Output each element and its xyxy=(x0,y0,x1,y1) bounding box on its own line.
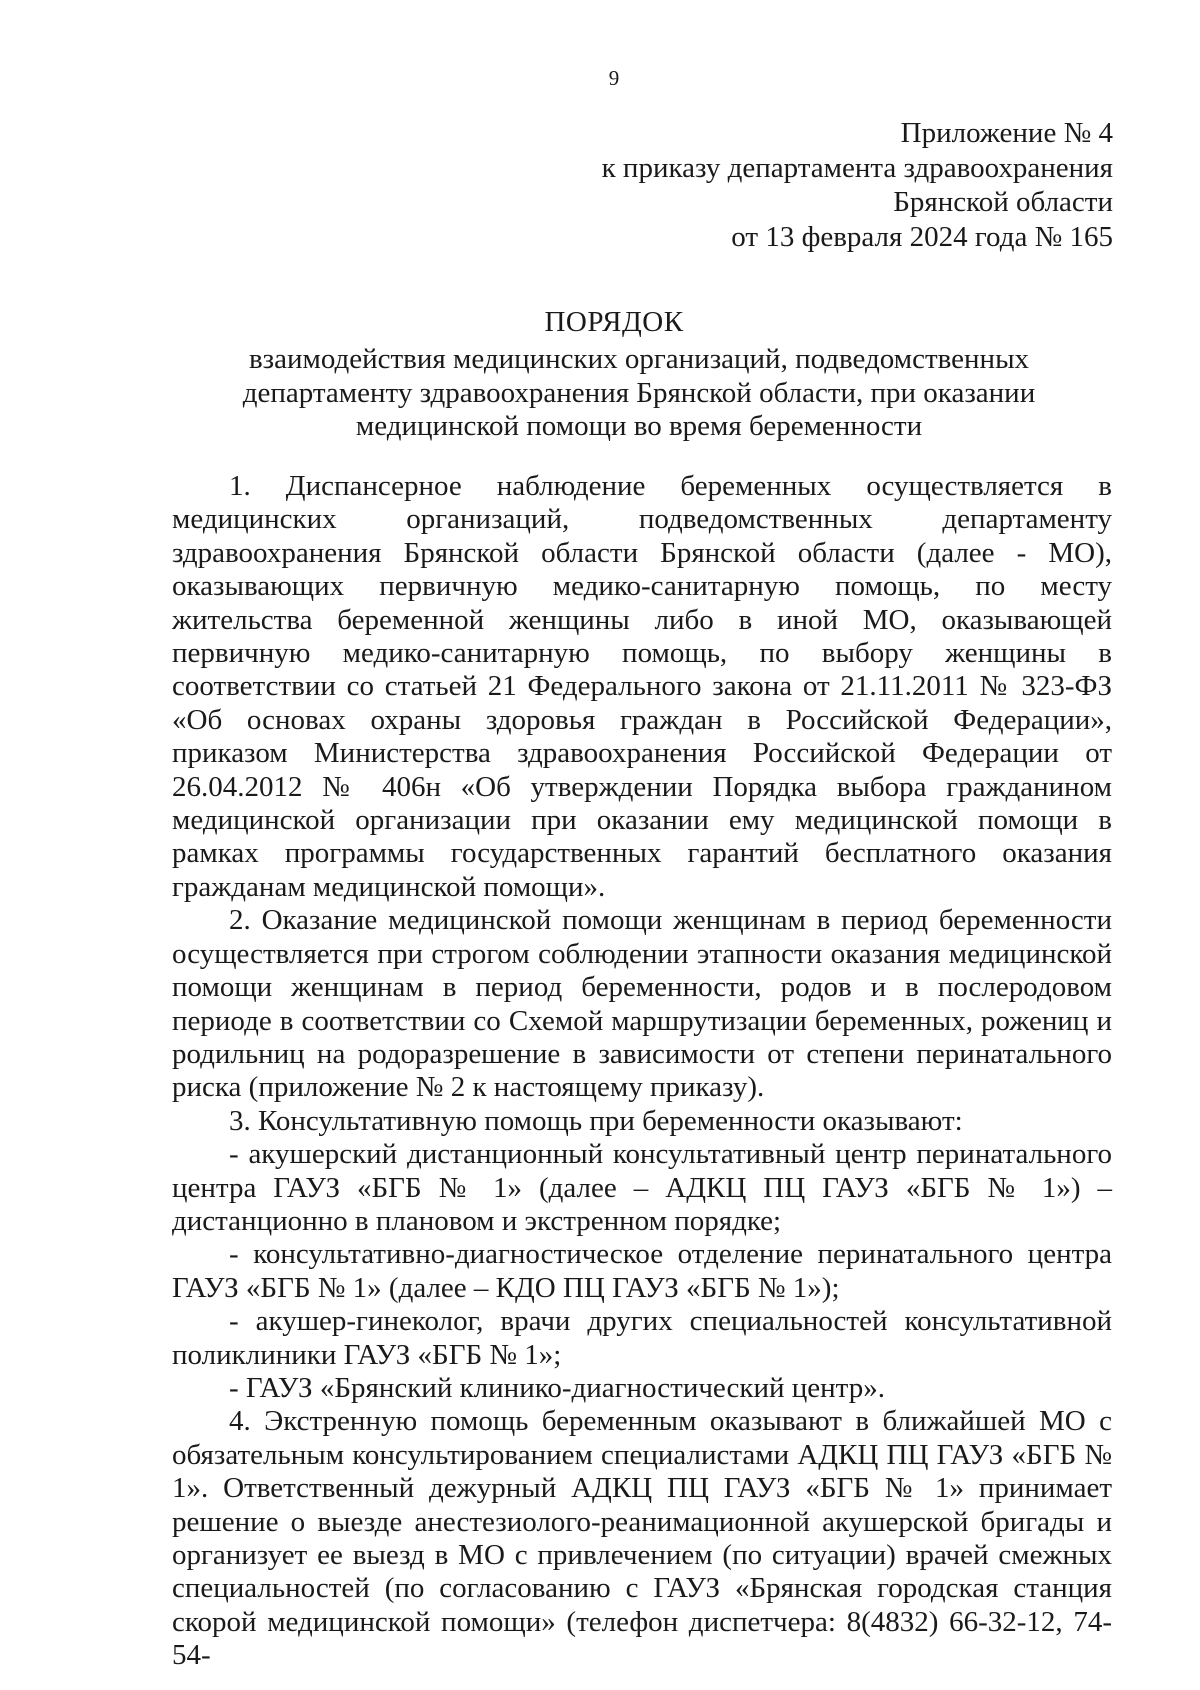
list-item: - ГАУЗ «Брянский клинико-диагностический центр». xyxy=(229,1371,885,1404)
appendix-header xyxy=(413,116,1113,254)
appendix-line: от 13 февраля 2024 года № 165 xyxy=(731,220,1113,253)
document-title: ПОРЯДОК xyxy=(544,306,684,338)
paragraph: 2. Оказание медицинской помощи женщинам в период беременности осуществляется при строгом соблюдении этапности оказания медицинской помощи женщинам в период беременности, родов и в послеродовом периоде в соответствии со Схемой маршрутизации беременных, рожениц и родильниц на родоразрешение в зависимости от степени перинатального риска (приложение № 2 к настоящему приказу). xyxy=(172,904,1112,1104)
list-item: - консультативно-диагностическое отделение перинатального центра ГАУЗ «БГБ № 1» (далее – КДО ПЦ ГАУЗ «БГБ № 1»); xyxy=(172,1238,1112,1304)
paragraph: 1. Диспансерное наблюдение беременных осуществляется в медицинских организаций, подведомственных департаменту здравоохранения Брянской области Брянской области (далее - МО), оказывающих первичную медико-санитарную помощь, по месту жительства беременной женщины либо в иной МО, оказывающей первичную медико-санитарную помощь, по выбору женщины в соответствии со статьей 21 Федерального закона от 21.11.2011 № 323-ФЗ «Об основах охраны здоровья граждан в Российской Федерации», приказом Министерства здравоохранения Российской Федерации от 26.04.2012 № 406н «Об утверждении Порядка выбора гражданином медицинской организации при оказании ему медицинской помощи в рамках программы государственных гарантий бесплатного оказания гражданам медицинской помощи». xyxy=(172,470,1112,903)
appendix-line: Брянской области xyxy=(893,186,1113,218)
document-body xyxy=(172,470,1112,1673)
page-number: 9 xyxy=(608,66,620,90)
list-item: - акушерский дистанционный консультативный центр перинатального центра ГАУЗ «БГБ № 1» (далее – АДКЦ ПЦ ГАУЗ «БГБ № 1») – дистанционно в плановом и экстренном порядке; xyxy=(172,1138,1112,1237)
document-subtitle: взаимодействия медицинских организаций, подведомственных департаменту здравоохранения Брянской области, при оказании медицинской помощи во время беременности xyxy=(242,343,1036,442)
list-item: - акушер-гинеколог, врачи других специальностей консультативной поликлиники ГАУЗ «БГБ № 1»; xyxy=(172,1305,1112,1371)
appendix-line: Приложение № 4 xyxy=(900,117,1113,149)
paragraph: 3. Консультативную помощь при беременности оказывают: xyxy=(229,1104,963,1137)
paragraph: 4. Экстренную помощь беременным оказывают в ближайшей МО с обязательным консультированием специалистами АДКЦ ПЦ ГАУЗ «БГБ № 1». Ответственный дежурный АДКЦ ПЦ ГАУЗ «БГБ № 1» принимает решение о выезде анестезиолого-реанимационной акушерской бригады и организует ее выезд в МО с привлечением (по ситуации) врачей смежных специальностей (по согласованию с ГАУЗ «Брянская городская станция скорой медицинской помощи» (телефон диспетчера: 8(4832) 66-32-12, 74-54- xyxy=(172,1405,1112,1672)
appendix-line: к приказу департамента здравоохранения xyxy=(601,151,1113,184)
